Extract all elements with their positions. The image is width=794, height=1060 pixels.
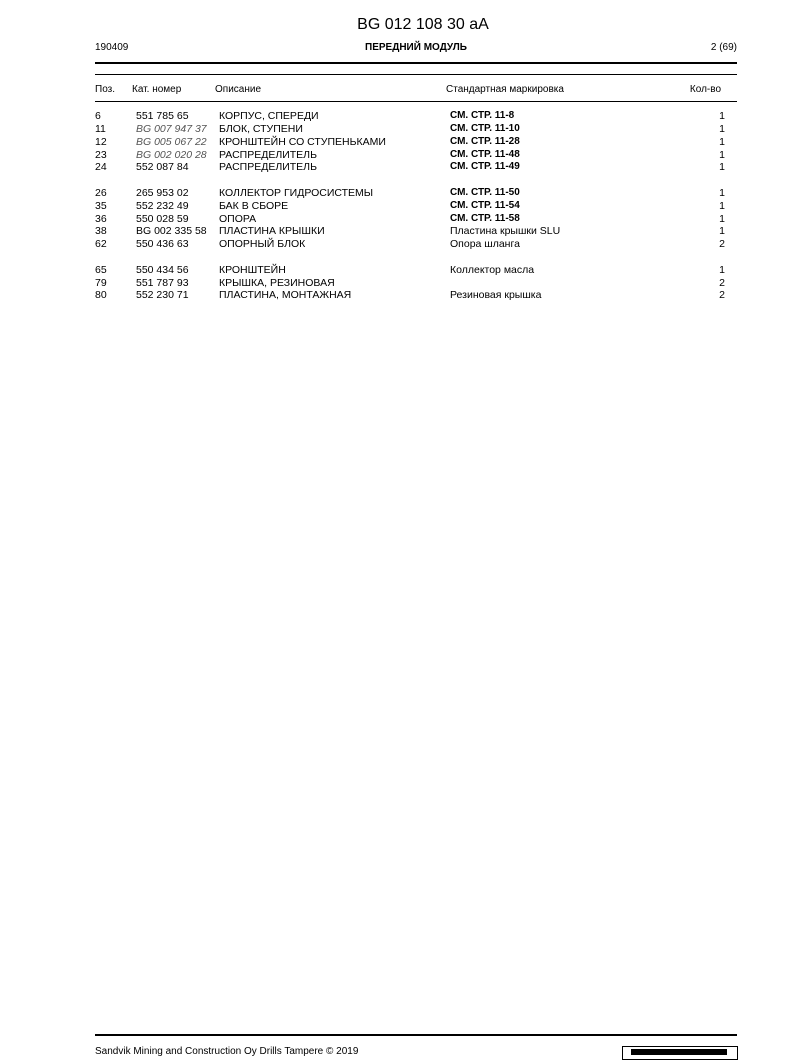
row-cat-number: BG 005 067 22: [136, 136, 207, 148]
row-pos: 62: [95, 238, 107, 250]
header-rule-bottom: [95, 74, 737, 75]
row-pos: 36: [95, 213, 107, 225]
row-description: РАСПРЕДЕЛИТЕЛЬ: [219, 149, 317, 161]
row-marking: Опора шланга: [450, 238, 520, 250]
column-header-rule: [95, 101, 737, 102]
row-description: КРОНШТЕЙН СО СТУПЕНЬКАМИ: [219, 136, 386, 148]
row-qty: 1: [719, 123, 725, 135]
footer-rule: [95, 1034, 737, 1036]
row-qty: 1: [719, 149, 725, 161]
row-qty: 2: [719, 289, 725, 301]
table-row: [0, 110, 794, 123]
row-marking: СМ. СТР. 11-28: [450, 136, 520, 147]
row-description: ОПОРА: [219, 213, 257, 225]
row-description: ПЛАСТИНА КРЫШКИ: [219, 225, 325, 237]
row-qty: 1: [719, 264, 725, 276]
row-pos: 11: [95, 123, 106, 135]
table-row: [0, 123, 794, 136]
row-marking: Пластина крышки SLU: [450, 225, 561, 237]
row-qty: 1: [719, 213, 725, 225]
page-number: 2 (69): [710, 42, 737, 53]
column-header-pos: Поз.: [95, 84, 115, 95]
row-cat-number: BG 007 947 37: [136, 123, 207, 135]
company-logo: [622, 1046, 738, 1060]
row-marking: СМ. СТР. 11-58: [450, 213, 520, 224]
row-cat-number: 550 434 56: [136, 264, 189, 276]
row-cat-number: BG 002 020 28: [136, 149, 207, 161]
row-marking: СМ. СТР. 11-50: [450, 187, 520, 198]
table-row: [0, 200, 794, 213]
row-description: КОРПУС, СПЕРЕДИ: [219, 110, 319, 122]
column-header-desc: Описание: [215, 84, 262, 95]
row-qty: 1: [719, 110, 725, 122]
row-pos: 24: [95, 161, 107, 173]
row-description: КРОНШТЕЙН: [219, 264, 286, 276]
table-row: [0, 264, 794, 277]
row-cat-number: 551 785 65: [136, 110, 189, 122]
row-cat-number: 550 028 59: [136, 213, 189, 225]
row-pos: 65: [95, 264, 107, 276]
row-pos: 6: [95, 110, 101, 122]
row-cat-number: BG 002 335 58: [136, 225, 207, 237]
row-pos: 23: [95, 149, 107, 161]
footer-copyright: Sandvik Mining and Construction Oy Drills Tampere © 2019: [95, 1046, 359, 1057]
row-marking: СМ. СТР. 11-49: [450, 161, 520, 172]
row-cat-number: 552 230 71: [136, 289, 189, 301]
row-marking: СМ. СТР. 11-54: [450, 200, 520, 211]
table-row: [0, 187, 794, 200]
column-header-qty: Кол-во: [689, 84, 721, 95]
row-cat-number: 552 232 49: [136, 200, 189, 212]
row-description: КРЫШКА, РЕЗИНОВАЯ: [219, 277, 335, 289]
row-qty: 1: [719, 200, 725, 212]
row-marking: Резиновая крышка: [450, 289, 542, 301]
row-cat-number: 551 787 93: [136, 277, 189, 289]
row-pos: 79: [95, 277, 107, 289]
row-cat-number: 550 436 63: [136, 238, 189, 250]
row-description: КОЛЛЕКТОР ГИДРОСИСТЕМЫ: [219, 187, 374, 199]
table-row: [0, 289, 794, 302]
row-description: ПЛАСТИНА, МОНТАЖНАЯ: [219, 289, 352, 301]
row-qty: 1: [719, 225, 725, 237]
header-rule-top: [95, 62, 737, 64]
document-number: BG 012 108 30 aA: [357, 16, 489, 33]
module-title: ПЕРЕДНИЙ МОДУЛЬ: [365, 42, 467, 53]
row-marking: СМ. СТР. 11-10: [450, 123, 520, 134]
row-description: РАСПРЕДЕЛИТЕЛЬ: [219, 161, 317, 173]
row-pos: 12: [95, 136, 107, 148]
row-marking: Коллектор масла: [450, 264, 535, 276]
row-cat-number: 265 953 02: [136, 187, 189, 199]
table-row: [0, 238, 794, 251]
row-qty: 1: [719, 161, 725, 173]
column-header-cat: Кат. номер: [132, 84, 182, 95]
row-qty: 2: [719, 238, 725, 250]
row-description: ОПОРНЫЙ БЛОК: [219, 238, 306, 250]
column-header-marking: Стандартная маркировка: [446, 84, 564, 95]
table-row: [0, 136, 794, 149]
table-row: [0, 161, 794, 174]
row-qty: 2: [719, 277, 725, 289]
row-marking: СМ. СТР. 11-8: [450, 110, 515, 121]
row-description: БАК В СБОРЕ: [219, 200, 289, 212]
table-row: [0, 225, 794, 238]
row-cat-number: 552 087 84: [136, 161, 189, 173]
row-marking: СМ. СТР. 11-48: [450, 149, 520, 160]
row-pos: 38: [95, 225, 107, 237]
row-description: БЛОК, СТУПЕНИ: [219, 123, 303, 135]
row-pos: 80: [95, 289, 107, 301]
row-pos: 35: [95, 200, 107, 212]
document-date: 190409: [95, 42, 129, 53]
row-qty: 1: [719, 136, 725, 148]
row-qty: 1: [719, 187, 725, 199]
row-pos: 26: [95, 187, 107, 199]
